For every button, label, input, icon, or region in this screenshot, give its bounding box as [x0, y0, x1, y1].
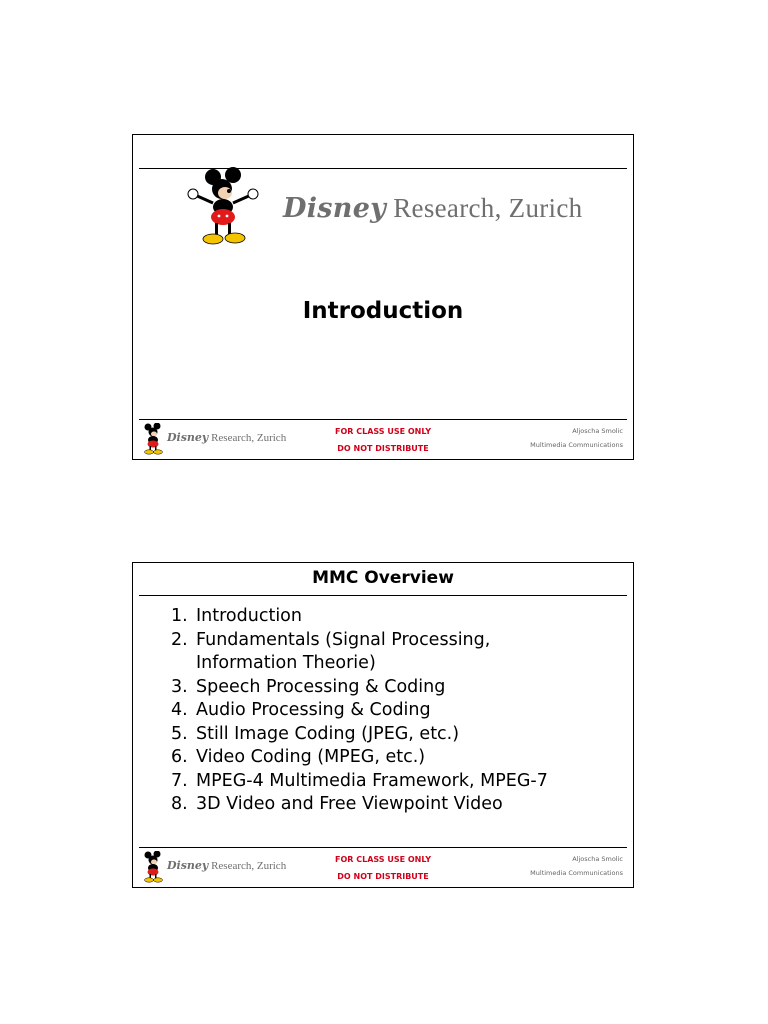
- footer-logo: [141, 423, 287, 455]
- slide-introduction: [132, 134, 634, 460]
- mickey-mouse-icon: [185, 167, 265, 249]
- slide-footer: [133, 419, 633, 459]
- slide-title: Introduction: [302, 298, 464, 324]
- footer-wordmark: Disney Research, Zurich: [167, 859, 287, 872]
- agenda-item: 7. MPEG-4 Multimedia Framework, MPEG-7: [171, 770, 548, 791]
- agenda-item: 8. 3D Video and Free Viewpoint Video: [171, 794, 503, 814]
- slide-title: MMC Overview: [312, 568, 454, 588]
- slide-mmc-overview: [132, 562, 634, 888]
- slide-footer: [133, 847, 633, 887]
- author-name: Aljoscha Smolic: [572, 427, 623, 435]
- agenda-item: 1. Introduction: [171, 606, 302, 626]
- agenda-item: 2. Fundamentals (Signal Processing, Information Theorie): [171, 629, 491, 673]
- mickey-mouse-icon: [141, 851, 165, 883]
- disney-research-wordmark: Disney Research, Zurich: [283, 193, 583, 224]
- agenda-item: 3. Speech Processing & Coding: [171, 676, 446, 697]
- distribution-notice: DO NOT DISTRIBUTE: [337, 444, 429, 453]
- mickey-mouse-icon: [141, 423, 165, 455]
- footer-logo: [141, 851, 287, 883]
- author-name: Aljoscha Smolic: [572, 855, 623, 863]
- class-use-notice: FOR CLASS USE ONLY: [335, 427, 431, 436]
- agenda-list: [171, 605, 548, 817]
- class-use-notice: FOR CLASS USE ONLY: [335, 855, 431, 864]
- footer-divider: [139, 419, 627, 420]
- footer-wordmark: Disney Research, Zurich: [167, 431, 287, 444]
- distribution-notice: DO NOT DISTRIBUTE: [337, 872, 429, 881]
- agenda-item: 5. Still Image Coding (JPEG, etc.): [171, 723, 460, 744]
- agenda-item: 6. Video Coding (MPEG, etc.): [171, 747, 426, 767]
- course-name: Multimedia Communications: [530, 869, 623, 877]
- agenda-item: 4. Audio Processing & Coding: [171, 700, 431, 720]
- course-name: Multimedia Communications: [530, 441, 623, 449]
- disney-research-logo: [185, 167, 583, 249]
- footer-divider: [139, 847, 627, 848]
- header-divider: [139, 595, 627, 596]
